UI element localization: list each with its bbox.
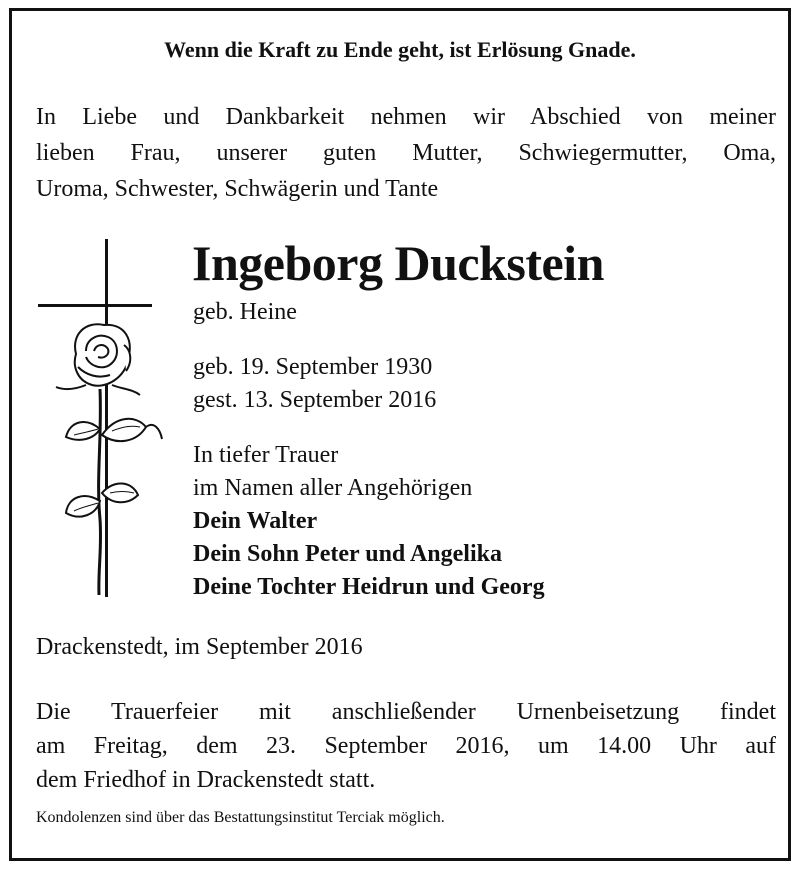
condolence-note: Kondolenzen sind über das Bestattungsinstitut Terciak möglich.: [36, 809, 445, 826]
mourning-line-1: In tiefer Trauer: [193, 442, 339, 468]
intro-line: lieben Frau, unserer guten Mutter, Schwiegermutter, Oma,: [36, 140, 776, 166]
place-date: Drackenstedt, im September 2016: [36, 634, 363, 660]
death-date: gest. 13. September 2016: [193, 387, 437, 413]
spacer: [193, 329, 545, 351]
intro-text: [36, 99, 776, 207]
ceremony-line: Die Trauerfeier mit anschließender Urnenbeisetzung findet: [36, 699, 776, 725]
obituary-frame: [9, 8, 791, 861]
intro-line: In Liebe und Dankbarkeit nehmen wir Abschied von meiner: [36, 104, 776, 130]
ceremony-line: dem Friedhof in Drackenstedt statt.: [36, 767, 376, 793]
mourning-line-2: im Namen aller Angehörigen: [193, 475, 473, 501]
intro-line: Uroma, Schwester, Schwägerin und Tante: [36, 176, 439, 202]
cross-with-rose-icon: [36, 239, 166, 599]
deceased-info: [193, 296, 545, 604]
deceased-name: Ingeborg Duckstein: [192, 235, 604, 291]
maiden-name: geb. Heine: [193, 299, 297, 325]
ceremony-line: am Freitag, dem 23. September 2016, um 14.00 Uhr auf: [36, 733, 776, 759]
mourner-name: Dein Sohn Peter und Angelika: [193, 541, 502, 567]
ceremony-text: [36, 695, 776, 797]
mourner-name: Deine Tochter Heidrun und Georg: [193, 574, 545, 600]
spacer: [193, 417, 545, 439]
birth-date: geb. 19. September 1930: [193, 354, 433, 380]
motto-heading: Wenn die Kraft zu Ende geht, ist Erlösung Gnade.: [164, 37, 636, 62]
mourner-name: Dein Walter: [193, 508, 318, 534]
